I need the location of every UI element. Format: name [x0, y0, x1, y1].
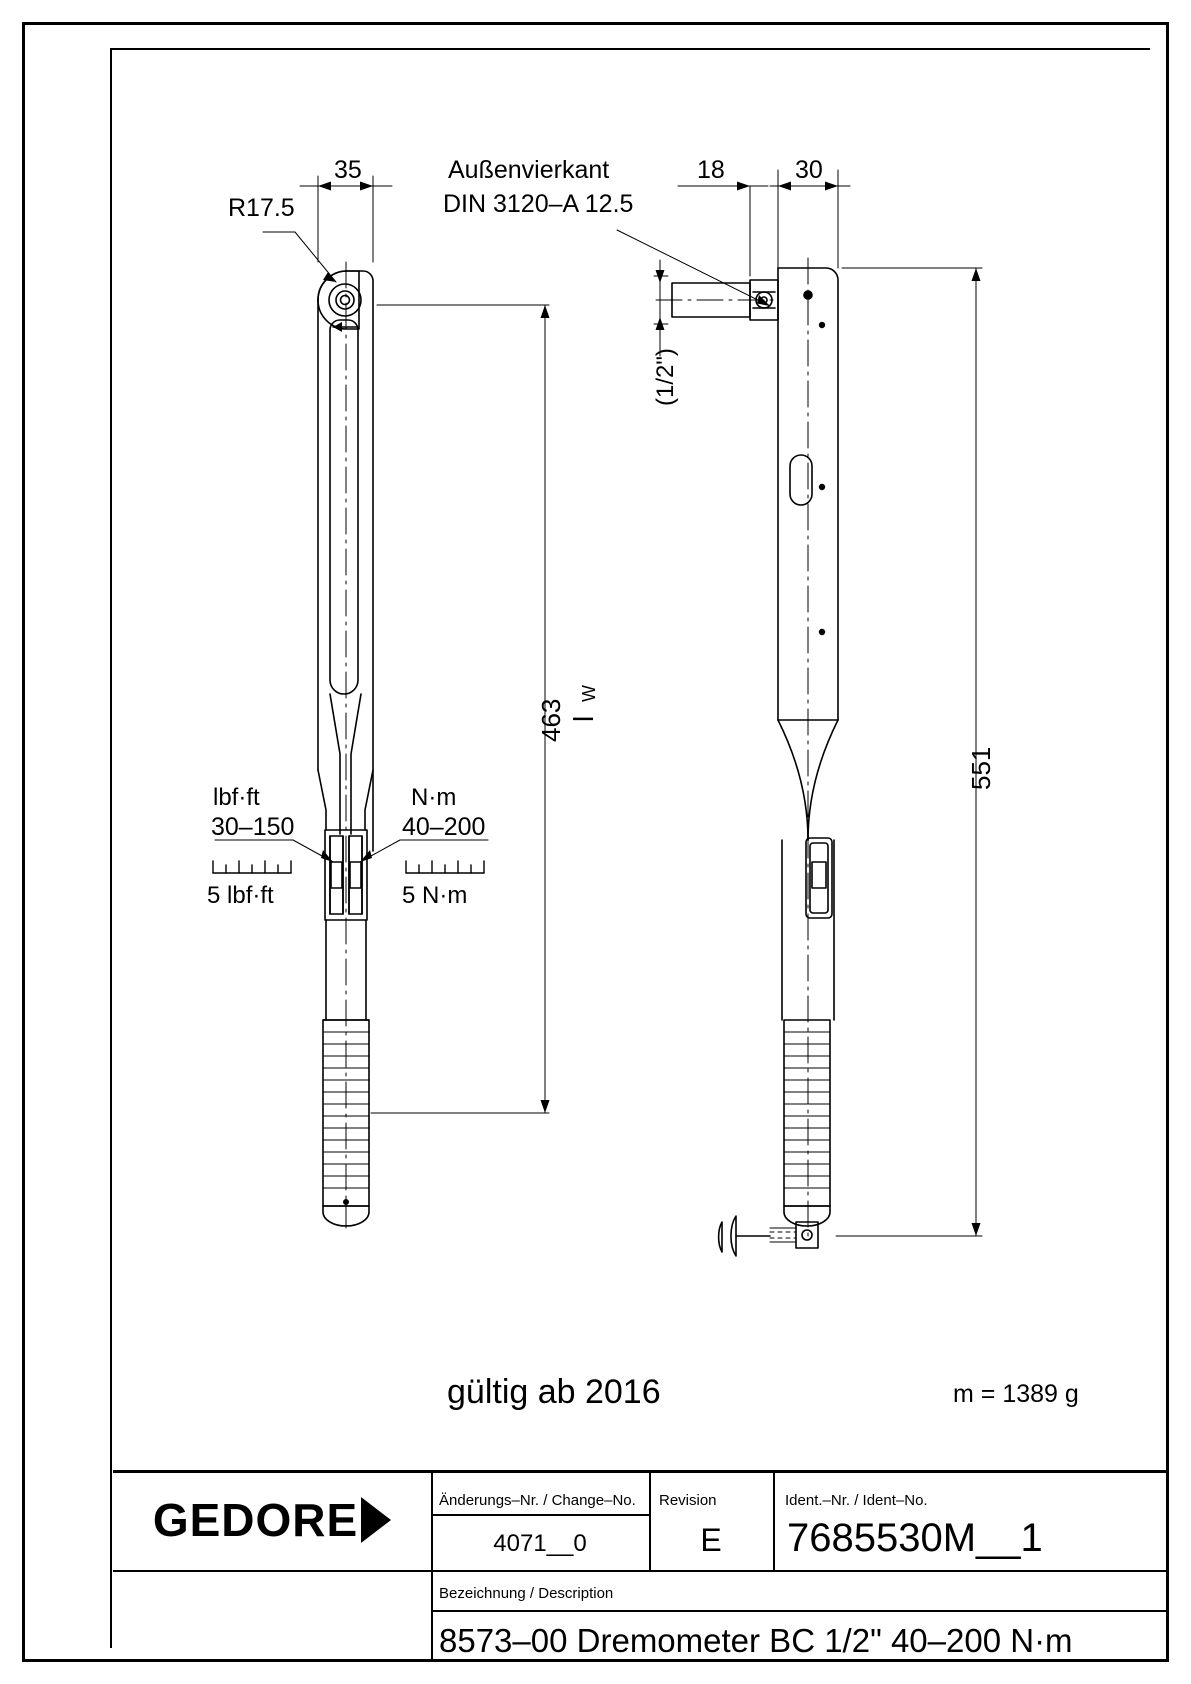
ident-no-label: Ident.–Nr. / Ident–No. — [785, 1492, 928, 1509]
scale-metric-unit: N·m — [411, 784, 457, 811]
tb-line-v1 — [431, 1470, 433, 1662]
ident-no-value: 7685530M__1 — [787, 1516, 1043, 1560]
scale-imperial-unit: lbf·ft — [213, 784, 260, 811]
scale-metric-range: 40–200 — [402, 813, 486, 841]
revision-value: E — [700, 1522, 722, 1558]
change-no-label: Änderungs–Nr. / Change–No. — [439, 1492, 636, 1509]
title-block — [113, 1470, 1167, 1662]
dim-551-label: 551 — [966, 746, 996, 790]
scale-metric-increment: 5 N·m — [402, 882, 468, 909]
tb-line-top — [113, 1470, 1167, 1473]
dim-r175-label: R17.5 — [228, 194, 295, 222]
dim-half-inch-label: (1/2") — [652, 348, 679, 406]
brand-triangle-icon — [361, 1497, 391, 1543]
callout-square-drive-line1: Außenvierkant — [448, 156, 610, 184]
change-no-value: 4071__0 — [493, 1530, 587, 1557]
dim-30-label: 30 — [795, 156, 823, 184]
description-label: Bezeichnung / Description — [439, 1585, 614, 1602]
tb-line-mid — [113, 1570, 1167, 1572]
tb-line-desc-sub — [431, 1610, 1167, 1612]
brand-name: GEDORE — [152, 1494, 359, 1546]
callout-square-drive-line2: DIN 3120–A 12.5 — [443, 190, 634, 218]
dim-lw-symbol: l — [568, 715, 599, 722]
note-mass: m = 1389 g — [953, 1380, 1079, 1408]
revision-label: Revision — [659, 1492, 717, 1509]
dim-35-label: 35 — [334, 156, 362, 184]
tb-line-change-sub — [431, 1514, 649, 1516]
scale-imperial-range: 30–150 — [211, 813, 295, 841]
description-value: 8573–00 Dremometer BC 1/2" 40–200 N·m — [439, 1622, 1073, 1659]
tb-line-v3 — [773, 1470, 775, 1570]
brand-logo — [113, 1470, 431, 1570]
dim-18-label: 18 — [697, 156, 725, 184]
scale-imperial-increment: 5 lbf·ft — [207, 882, 274, 909]
note-validity: gültig ab 2016 — [447, 1373, 661, 1411]
dim-lw-subscript: W — [579, 685, 599, 702]
dim-463-label: 463 — [536, 698, 566, 742]
